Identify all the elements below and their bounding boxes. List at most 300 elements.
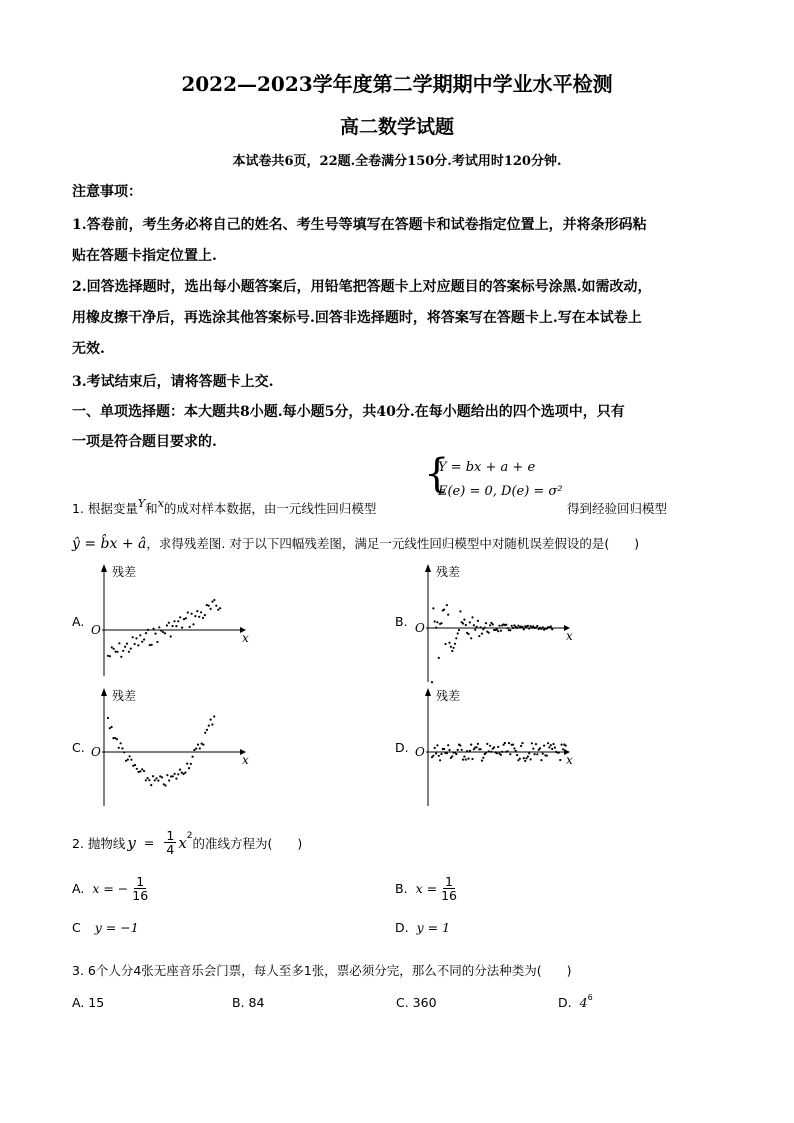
residual-dot (477, 620, 479, 622)
residual-dot (551, 748, 553, 750)
x-axis-label: x (566, 753, 573, 767)
q3-option-c: C. 360 (396, 995, 437, 1010)
residual-dot (527, 755, 529, 757)
residual-dot (446, 752, 448, 754)
residual-dot (552, 743, 554, 745)
residual-dot (448, 749, 450, 751)
residual-dot (440, 622, 442, 624)
residual-dot (462, 759, 464, 761)
residual-dot (457, 632, 459, 634)
residual-dot (488, 632, 490, 634)
residual-plot-d (410, 682, 590, 808)
residual-dot (192, 756, 194, 758)
residual-dot (170, 635, 172, 637)
residual-dot (509, 629, 511, 631)
residual-dot (490, 751, 492, 753)
residual-dot (455, 753, 457, 755)
residual-dot (173, 620, 175, 622)
residual-dot (128, 651, 130, 653)
section-1-line-2: 一项是符合题目要求的. (72, 434, 217, 450)
residual-dot (202, 617, 204, 619)
residual-dot (488, 750, 490, 752)
residual-dot (466, 750, 468, 752)
residual-dot (183, 773, 185, 775)
residual-dot (147, 629, 149, 631)
residual-dot (107, 717, 109, 719)
residual-dot (189, 626, 191, 628)
residual-dot (554, 747, 556, 749)
residual-dot (125, 760, 127, 762)
residual-dot (551, 628, 553, 630)
residual-dot (135, 637, 137, 639)
residual-dot (481, 760, 483, 762)
residual-dot (546, 755, 548, 757)
residual-dot (480, 748, 482, 750)
q1-option-d-label: D. (395, 740, 409, 755)
residual-dot (211, 601, 213, 603)
residual-dot (459, 744, 461, 746)
residual-dot (481, 633, 483, 635)
residual-dot (137, 644, 139, 646)
x-axis-label: x (566, 629, 573, 643)
residual-dot (476, 746, 478, 748)
residual-dot (536, 625, 538, 627)
residual-dot (143, 638, 145, 640)
residual-dot (168, 622, 170, 624)
q1-option-c-label: C. (72, 740, 85, 755)
residual-dot (210, 608, 212, 610)
residual-dot (548, 746, 550, 748)
residual-dot (134, 764, 136, 766)
q1-model-eq-1: Y = bx + a + e (438, 460, 536, 475)
q1-stem-text-d: 得到经验回归模型 (567, 501, 668, 516)
residual-dot (470, 637, 472, 639)
residual-dot (147, 777, 149, 779)
residual-dot (447, 614, 449, 616)
residual-dot (528, 627, 530, 629)
residual-dot (504, 742, 506, 744)
q3-option-a: A. 15 (72, 995, 105, 1010)
residual-dot (513, 747, 515, 749)
residual-dot (149, 644, 151, 646)
residual-dot (208, 605, 210, 607)
residual-dot (434, 747, 436, 749)
residual-dot (463, 619, 465, 621)
residual-dot (190, 763, 192, 765)
y-axis-arrow (101, 688, 107, 696)
residual-dot (122, 650, 124, 652)
residual-dot (498, 625, 500, 627)
residual-dot (141, 641, 143, 643)
note-2-line-2: 用橡皮擦干净后，再选涂其他答案标号.回答非选择题时，将答案写在答题卡上.写在本试卷上 (72, 310, 642, 326)
residual-dot (181, 772, 183, 774)
y-axis-label: 残差 (436, 689, 461, 703)
residual-dot (497, 746, 499, 748)
residual-dot (561, 744, 563, 746)
residual-dot (455, 637, 457, 639)
residual-dot (177, 773, 179, 775)
residual-dot (492, 623, 494, 625)
residual-dot (534, 753, 536, 755)
residual-dot (532, 748, 534, 750)
residual-dot (477, 743, 479, 745)
y-axis-label: 残差 (436, 565, 461, 579)
residual-dot (480, 626, 482, 628)
residual-dot (172, 775, 174, 777)
residual-dot (217, 609, 219, 611)
residual-dot (470, 744, 472, 746)
origin-label: O (91, 623, 101, 637)
residual-dot (204, 732, 206, 734)
residual-dot (516, 754, 518, 756)
residual-dot (136, 768, 138, 770)
note-3: 3.考试结束后，请将答题卡上交. (72, 374, 274, 390)
exam-info: 本试卷共6页，22题.全卷满分150分.考试用时120分钟. (232, 154, 562, 169)
residual-dot (485, 622, 487, 624)
residual-dot (516, 627, 518, 629)
residual-dot (187, 611, 189, 613)
residual-dot (120, 742, 122, 744)
residual-dot (486, 743, 488, 745)
residual-dot (168, 779, 170, 781)
residual-dot (523, 757, 525, 759)
residual-dot (451, 755, 453, 757)
residual-dot (565, 745, 567, 747)
residual-dot (531, 742, 533, 744)
residual-dot (118, 747, 120, 749)
q1-fit-equation: ŷ = b̂x + â (72, 536, 147, 552)
q1-option-a-label: A. (72, 614, 85, 629)
residual-dot (527, 625, 529, 627)
residual-dot (175, 778, 177, 780)
residual-dot (151, 644, 153, 646)
residual-dot (508, 742, 510, 744)
residual-dot (530, 758, 532, 760)
residual-dot (179, 769, 181, 771)
residual-dot (121, 747, 123, 749)
residual-dot (139, 634, 141, 636)
residual-dot (109, 655, 111, 657)
residual-dot (153, 628, 155, 630)
residual-dot (181, 627, 183, 629)
residual-dot (210, 719, 212, 721)
residual-dot (174, 773, 176, 775)
residual-plot-b (410, 558, 590, 684)
q2-option-c: C y = −1 (72, 920, 139, 935)
residual-dot (432, 607, 434, 609)
residual-dot (484, 627, 486, 629)
residual-dot (474, 629, 476, 631)
residual-dot (196, 610, 198, 612)
residual-dot (478, 635, 480, 637)
residual-dot (193, 749, 195, 751)
residual-dot (200, 611, 202, 613)
residual-dot (447, 744, 449, 746)
residual-dot (179, 616, 181, 618)
residual-dot (197, 744, 199, 746)
residual-dot (211, 723, 213, 725)
q2-option-d: D. y = 1 (395, 920, 451, 935)
section-1-line-1: 一、单项选择题：本大题共8小题.每小题5分，共40分.在每小题给出的四个选项中，只有 (72, 404, 625, 420)
residual-dot (489, 624, 491, 626)
residual-dot (115, 651, 117, 653)
residual-dot (124, 646, 126, 648)
residual-dot (195, 748, 197, 750)
residual-dot (458, 629, 460, 631)
residual-dot (143, 770, 145, 772)
note-2-line-1: 2.回答选择题时，选出每小题答案后，用铅笔把答题卡上对应题目的答案标号涂黑.如需改动， (72, 279, 652, 295)
residual-dot (130, 648, 132, 650)
residual-dot (465, 759, 467, 761)
residual-dot (467, 633, 469, 635)
residual-dot (134, 643, 136, 645)
residual-dot (469, 621, 471, 623)
residual-dot (501, 751, 503, 753)
residual-dot (206, 604, 208, 606)
residual-dot (111, 646, 113, 648)
residual-dot (164, 632, 166, 634)
residual-dot (213, 715, 215, 717)
residual-dot (509, 753, 511, 755)
residual-dot (459, 610, 461, 612)
residual-dot (450, 646, 452, 648)
residual-dot (139, 770, 141, 772)
origin-label: O (415, 621, 425, 635)
brace-symbol: { (424, 451, 450, 497)
residual-dot (432, 755, 434, 757)
residual-dot (204, 614, 206, 616)
y-axis-arrow (425, 688, 431, 696)
y-axis-arrow (425, 564, 431, 572)
notes-heading: 注意事项： (72, 184, 142, 200)
residual-dot (120, 656, 122, 658)
residual-dot (542, 753, 544, 755)
residual-dot (118, 642, 120, 644)
residual-dot (192, 623, 194, 625)
residual-dot (559, 759, 561, 761)
residual-dot (156, 777, 158, 779)
residual-dot (215, 605, 217, 607)
residual-dot (536, 753, 538, 755)
q1-model-system (424, 451, 564, 504)
residual-dot (519, 758, 521, 760)
residual-dot (439, 759, 441, 761)
residual-dot (505, 624, 507, 626)
residual-dot (436, 744, 438, 746)
residual-dot (547, 742, 549, 744)
residual-dot (206, 729, 208, 731)
residual-dot (521, 742, 523, 744)
residual-dot (523, 628, 525, 630)
q3-option-b: B. 84 (232, 995, 265, 1010)
residual-dot (482, 757, 484, 759)
residual-dot (145, 779, 147, 781)
q2-fraction: $\frac{1}{4}$ (166, 828, 175, 858)
residual-dot (202, 744, 204, 746)
residual-dot (435, 627, 437, 629)
residual-dot (469, 750, 471, 752)
residual-dot (107, 655, 109, 657)
note-2-line-3: 无效. (72, 341, 105, 357)
residual-dot (443, 609, 445, 611)
residual-dot (525, 757, 527, 759)
residual-dot (454, 643, 456, 645)
residual-dot (183, 618, 185, 620)
residual-plot-c (86, 682, 266, 808)
residual-dot (436, 621, 438, 623)
residual-dot (161, 776, 163, 778)
residual-dot (127, 759, 129, 761)
residual-dot (154, 779, 156, 781)
x-axis-label: x (242, 631, 249, 645)
y-axis-arrow (101, 564, 107, 572)
residual-dot (512, 744, 514, 746)
residual-dot (462, 622, 464, 624)
exam-subtitle: 高二数学试题 (339, 116, 454, 138)
x-axis-label: x (242, 753, 249, 767)
residual-dot (113, 648, 115, 650)
q1-option-b-label: B. (395, 614, 408, 629)
residual-dot (471, 758, 473, 760)
residual-dot (507, 627, 509, 629)
residual-dot (162, 631, 164, 633)
residual-dot (148, 779, 150, 781)
q1-stem-line-1: 1. 根据变量Y和x的成对样本数据，由一元线性回归模型 (72, 497, 377, 516)
residual-dot (489, 745, 491, 747)
residual-dot (453, 647, 455, 649)
q3-option-d: D. $4^6$ (558, 993, 593, 1010)
residual-dot (175, 625, 177, 627)
residual-dot (438, 657, 440, 659)
residual-dot (116, 651, 118, 653)
residual-dot (157, 780, 159, 782)
residual-dot (512, 627, 514, 629)
residual-dot (485, 752, 487, 754)
residual-dot (444, 643, 446, 645)
residual-dot (535, 743, 537, 745)
residual-dot (208, 725, 210, 727)
q2-stem: 2. 抛物线 y = $\frac{1}{4}$ x 2 的准线方程为( ) (72, 828, 303, 858)
residual-dot (150, 784, 152, 786)
residual-dot (473, 624, 475, 626)
q1-model-eq-2: E(e) = 0, D(e) = σ² (438, 484, 563, 499)
residual-dot (185, 617, 187, 619)
residual-plot-a (86, 558, 266, 678)
residual-dot (520, 745, 522, 747)
residual-dot (463, 756, 465, 758)
residual-dot (524, 760, 526, 762)
residual-dot (446, 604, 448, 606)
residual-dot (440, 753, 442, 755)
q3-stem: 3. 6个人分4张无座音乐会门票，每人至多1张，票必须分完，那么不同的分法种类为( ) (72, 963, 572, 978)
residual-dot (132, 636, 134, 638)
residual-dot (434, 620, 436, 622)
residual-dot (471, 616, 473, 618)
residual-dot (141, 768, 143, 770)
residual-dot (154, 633, 156, 635)
residual-dot (451, 650, 453, 652)
q2-option-b: B. x = $\frac{1}{16}$ (395, 874, 457, 904)
residual-dot (550, 744, 552, 746)
q2-option-a: A. x = − $\frac{1}{16}$ (72, 874, 149, 904)
residual-dot (558, 751, 560, 753)
residual-dot (448, 642, 450, 644)
residual-dot (500, 630, 502, 632)
residual-dot (129, 755, 131, 757)
residual-dot (184, 772, 186, 774)
origin-label: O (91, 745, 101, 759)
residual-dot (457, 749, 459, 751)
residual-dot (123, 751, 125, 753)
residual-dot (500, 754, 502, 756)
residual-dot (438, 755, 440, 757)
residual-dot (562, 748, 564, 750)
residual-dot (461, 749, 463, 751)
residual-dot (152, 775, 154, 777)
residual-dot (539, 747, 541, 749)
residual-dot (130, 759, 132, 761)
residual-dot (166, 624, 168, 626)
residual-dot (194, 615, 196, 617)
residual-dot (435, 752, 437, 754)
residual-dot (109, 727, 111, 729)
origin-label: O (415, 745, 425, 759)
residual-dot (443, 748, 445, 750)
residual-dot (158, 626, 160, 628)
residual-dot (507, 750, 509, 752)
residual-dot (126, 643, 128, 645)
residual-dot (496, 628, 498, 630)
residual-dot (191, 613, 193, 615)
residual-dot (515, 750, 517, 752)
y-axis-label: 残差 (112, 689, 137, 703)
residual-dot (199, 747, 201, 749)
residual-dot (497, 630, 499, 632)
residual-dot (160, 630, 162, 632)
residual-dot (219, 607, 221, 609)
residual-dot (540, 759, 542, 761)
residual-dot (543, 745, 545, 747)
exam-title: 2022—2023学年度第二学期期中学业水平检测 (181, 72, 613, 96)
residual-dot (521, 626, 523, 628)
residual-dot (493, 746, 495, 748)
residual-dot (172, 625, 174, 627)
residual-dot (188, 767, 190, 769)
residual-dot (116, 738, 118, 740)
residual-dot (465, 624, 467, 626)
note-1-line-2: 贴在答题卡指定位置上. (72, 248, 217, 264)
residual-dot (198, 616, 200, 618)
residual-dot (186, 763, 188, 765)
residual-dot (542, 626, 544, 628)
residual-dot (496, 752, 498, 754)
residual-dot (165, 784, 167, 786)
residual-dot (145, 632, 147, 634)
residual-dot (511, 625, 513, 627)
residual-dot (156, 641, 158, 643)
residual-dot (111, 726, 113, 728)
residual-dot (467, 758, 469, 760)
note-1-line-1: 1.答卷前，考生务必将自己的姓名、考生号等填写在答题卡和试卷指定位置上，并将条形码粘 (72, 217, 647, 233)
y-axis-label: 残差 (112, 565, 137, 579)
residual-dot (550, 625, 552, 627)
residual-dot (528, 752, 530, 754)
residual-dot (476, 626, 478, 628)
residual-dot (166, 774, 168, 776)
residual-dot (177, 620, 179, 622)
residual-dot (213, 599, 215, 601)
q1-stem-line-2: ŷ = b̂x + â，求得残差图. 对于以下四幅残差图，满足一元线性回归模型中对随机误差假设的是( ) (72, 536, 640, 552)
